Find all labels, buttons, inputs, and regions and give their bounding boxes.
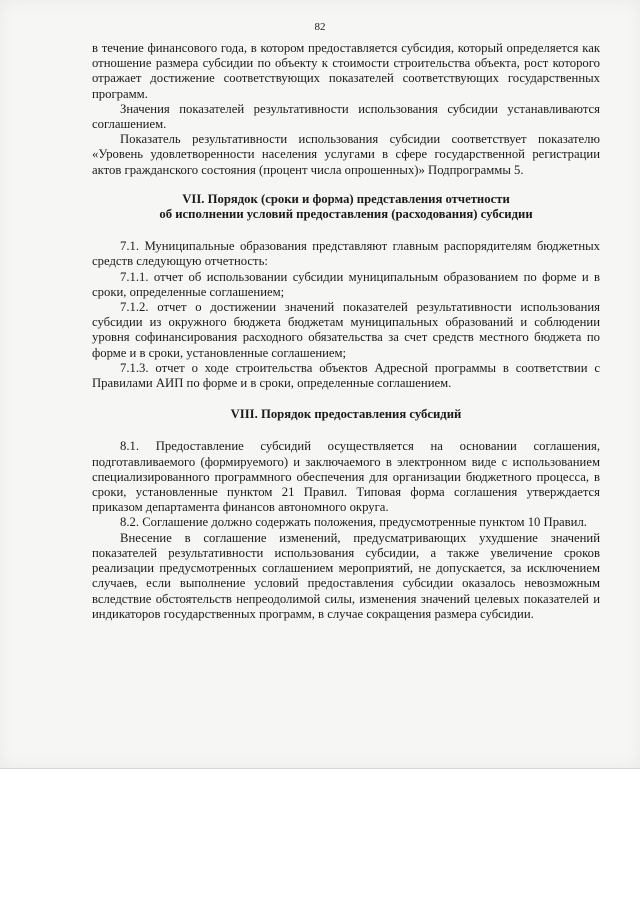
section-heading-7 [92, 192, 600, 222]
paragraph: Значения показателей результативности использования субсидии устанавливаются соглашением. [92, 101, 600, 132]
section-heading-line: об исполнении условий предоставления (расходования) субсидии [159, 207, 533, 222]
paragraph: в течение финансового года, в котором предоставляется субсидия, который определяется как отношение размера субсидии по объекту к стоимости строительства объекта, рост которого отражает достижение соответствующих показателей соответствующих государственных программ. [92, 41, 600, 101]
paragraph: Внесение в соглашение изменений, предусматривающих ухудшение значений показателей результативности использования субсидии, а также увеличение сроков реализации предусмотренных соглашением мероприятий, не допускается, за исключением случаев, если выполнение условий предоставления субсидии оказалось невозможным вследствие обстоятельств непреодолимой силы, изменения значений целевых показателей и индикаторов государственных программ, в случае сокращения размера субсидии. [92, 530, 600, 621]
clause-7-1: 7.1. Муниципальные образования представляют главным распорядителям бюджетных средств следующую отчетность: [92, 239, 600, 269]
page-number: 82 [314, 21, 326, 33]
clause-8-2: 8.2. Соглашение должно содержать положения, предусмотренные пунктом 10 Правил. [120, 515, 587, 530]
section-heading-8: VIII. Порядок предоставления субсидий [230, 407, 462, 422]
paragraph: Показатель результативности использования субсидии соответствует показателю «Уровень удовлетворенности населения услугами в сфере государственной регистрации актов гражданского состояния (процент числа опрошенных)» Подпрограммы 5. [92, 132, 600, 177]
clause-7-1-1: 7.1.1. отчет об использовании субсидии муниципальным образованием по форме и в сроки, определенные соглашением; [92, 269, 600, 299]
clause-7-1-3: 7.1.3. отчет о ходе строительства объектов Адресной программы в соответствии с Правилами АИП по форме и в сроки, определенные соглашением. [92, 360, 600, 391]
clause-7-1-2: 7.1.2. отчет о достижении значений показателей результативности использования субсидии из окружного бюджета бюджетам муниципальных образований и соблюдении уровня софинансирования расходного обязательства за счет средств местного бюджета по форме и в сроки, установленные соглашением; [92, 300, 600, 360]
page-content [92, 41, 600, 622]
clause-8-1: 8.1. Предоставление субсидий осуществляется на основании соглашения, подготавливаемого (формируемого) и заключаемого в электронном виде с использованием специализированного программного обеспечения для организации бюджетного процесса, в сроки, установленные пунктом 21 Правил. Типовая форма соглашения утверждается приказом департамента финансов автономного округа. [92, 439, 600, 515]
section-heading-line: VII. Порядок (сроки и форма) представления отчетности [182, 191, 510, 206]
